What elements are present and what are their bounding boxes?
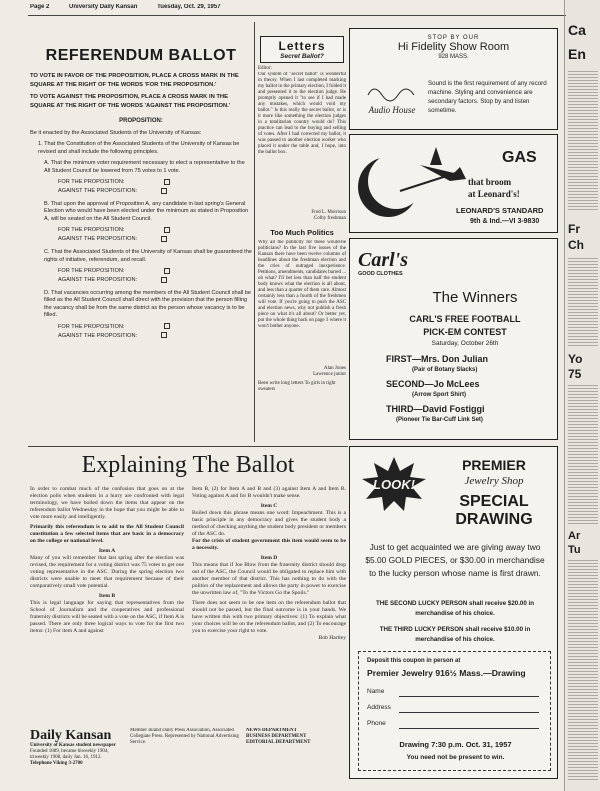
for-label-a: FOR THE PROPOSITION: — [58, 179, 125, 186]
explaining-byline: Bob Hartley — [318, 635, 346, 641]
carls-third: THIRD—David Fostiggi — [386, 404, 485, 414]
staff-news: NEWS DEPARTMENT — [246, 728, 297, 733]
for-checkbox-d[interactable] — [164, 323, 170, 329]
against-checkbox-b[interactable] — [161, 236, 167, 242]
coupon-draw-time: Drawing 7:30 p.m. Oct. 31, 1957 — [399, 740, 512, 749]
ballot-item-1: 1. That the Constitution of the Associated Students of the University of Kansas be revised and shall include the following principles. — [38, 141, 240, 155]
coupon-phone-field[interactable] — [399, 728, 539, 729]
premier-special: SPECIAL — [459, 493, 529, 510]
letters-body: Our system of "secret ballot" is wonderful in theory. When I last completed marking my ballot in the primary election, I folded it and presented it to the election judge. He promptly opened it "to see if I had made any mistakes, which would void my ballot." Is this really the secret ballot, or is it more like something the election judges in a totalitarian country would do? This practice can lead to the buying and selling of votes. After I had corrected my ballot, it was passed to another election worker who placed it under the table and, I hope, into the ballot box. — [258, 72, 346, 155]
for-label-d: FOR THE PROPOSITION: — [58, 323, 125, 330]
coupon — [358, 651, 551, 771]
ballot-item-b: B. That upon the approval of Proposition A, any candidate in last spring's General Election who would have been elected under the minimum as stated in Proposition A, will be seated on the All Student Council. — [44, 201, 249, 222]
item-c-heading: Item C — [260, 503, 278, 509]
carls-contest-2: PICK-EM CONTEST — [423, 327, 507, 337]
premier-name: PREMIER — [462, 457, 526, 473]
premier-drawing: DRAWING — [455, 511, 533, 528]
premier-shop: Jewelry Shop — [464, 475, 524, 487]
coupon-phone-label: Phone — [367, 720, 386, 727]
gas-brand: LEONARD'S STANDARD — [456, 206, 544, 215]
page-number: Page 2 — [30, 4, 50, 10]
politics-body: Why all the publicity for these would-be politicians? In the last five issues of the Kansan there have been twelve columns of headlines about the freshman election and the cries of outraged inexperience. Petitions, amendments, candidates barred ... oh what? I'll bet less than half the student body knows what the election is all about, and less than a quarter of them care. Almost certainly less than a fourth of the freshmen will vote. If you're going to push the ASC and election news, why not publish a fresh piece on what it's all about? Or better yet, put the whole thing back on page 3 where it won't bother anyone. — [258, 240, 346, 329]
item-d-heading: Item D — [260, 555, 278, 561]
column-rule-1 — [254, 22, 255, 442]
gas-line-2: at Leonard's! — [468, 189, 520, 199]
strip-word-7: Ar — [568, 530, 581, 542]
item-b-heading: Item B — [98, 593, 116, 599]
explaining-conclusion: There does not seem to be one item on the referendum ballot that should not be passed, but the final outcome is in your hands. We have written this with two primary objectives: (1) To explain what your choices will be on the referendum ballot, and (2) To encourage you to exercise your right to vote. — [192, 600, 346, 634]
explaining-title: Explaining The Ballot — [81, 452, 295, 478]
explaining-col2-start: Item B, (2) for Item A and B and (3) against Item A and Item B. Voting against A and for B wouldn't make sense. — [192, 486, 346, 499]
strip-word-3: Fr — [568, 222, 580, 236]
ballot-item-d: D. That vacancies occurring among the members of the All Student Council shall be filled as the All Student Council shall direct with the provision that the person filling the vacancy shall be from the same district as the person whose vacancy is to be filled. — [44, 290, 251, 319]
carls-second: SECOND—Jo McLees — [386, 379, 480, 389]
staff-editorial: EDITORIAL DEPARTMENT — [246, 740, 311, 745]
ballot-votes-d — [30, 323, 252, 341]
strip-word-6: 75 — [568, 367, 582, 381]
explaining-intro: In order to combat much of the confusion that goes on at the election polls when students in a hurry are confronted with legal terminology, we have boiled down the items that appear on the referendum ballot Wednesday in the hope that you might be able to vote more easily and intelligently. — [30, 486, 184, 520]
for-label-b: FOR THE PROPOSITION: — [58, 227, 125, 234]
masthead-member: Member Inland Daily Press Association, Associated Collegiate Press. Represented by National Advertising Service. — [130, 728, 239, 745]
carls-third-prize: (Pioneer Tie Bar-Cuff Link Set) — [396, 417, 483, 423]
masthead-left — [30, 728, 126, 776]
masthead-line-2: Founded 1889, became biweekly 1904, triweekly 1908, daily Jan. 16, 1912. — [30, 749, 109, 760]
gas-line-1: that broom — [468, 177, 512, 187]
strip-text-block-3 — [568, 384, 598, 524]
explaining-col-2 — [192, 486, 346, 725]
against-checkbox-d[interactable] — [161, 332, 167, 338]
letters-title: Letters — [278, 39, 326, 53]
for-checkbox-c[interactable] — [164, 268, 170, 274]
referendum-ballot — [30, 18, 252, 445]
carls-ad — [349, 238, 558, 440]
item-d-text: This means that if Joe Blow from the fraternity district should drop out of the ASC, the Council would be obligated to replace him with another member of that district. This has nothing to do with the politics of the replacement and allows the party in power to exercise the unwritten law of, "To the Victors Go the Spoils." — [192, 562, 346, 596]
ballot-instructions-for: TO VOTE IN FAVOR OF THE PROPOSITION, PLACE A CROSS MARK IN THE SQUARE AT THE RIGHT OF THE WORDS 'FOR THE PROPOSITION.' — [30, 73, 239, 88]
item-a-heading: Item A — [98, 548, 116, 554]
letters-subtitle: Secret Ballot? — [280, 53, 324, 60]
staff-business: BUSINESS DEPARTMENT — [246, 734, 307, 739]
hifi-logo-text: Audio House — [368, 105, 416, 115]
strip-word-2: En — [568, 46, 586, 62]
letters-signature-2: Colby freshman — [313, 216, 346, 221]
speaker-icon — [362, 73, 422, 123]
hifi-address: 928 MASS. — [438, 54, 469, 60]
carls-logo — [358, 249, 438, 283]
masthead-line-1: University of Kansas student newspaper — [30, 743, 116, 748]
ballot-instructions-against: TO VOTE AGAINST THE PROPOSITION, PLACE A CROSS MARK IN THE SQUARE AT THE RIGHT OF THE WORDS 'AGAINST THE PROPOSITION.' — [30, 94, 231, 109]
ballot-votes-a — [30, 178, 252, 196]
for-checkbox-b[interactable] — [164, 227, 170, 233]
carls-first-prize: (Pair of Botany Slacks) — [412, 367, 478, 373]
item-a-text: Many of you will remember that last spring after the election was revised, the requirement for a voting district was 75 votes to get one voting representative in the ASC. During the spring election two districts were unable to meet that requirement because of their comparatively small vote potential. — [30, 555, 184, 589]
hifi-logo — [362, 73, 422, 123]
strip-word-5: Yo — [568, 352, 583, 366]
ballot-votes-b — [30, 226, 252, 244]
strip-text-block-1 — [568, 70, 598, 210]
against-label-b: AGAINST THE PROPOSITION: — [58, 236, 138, 243]
masthead — [30, 728, 346, 776]
politics-signature: Alan Jones — [323, 366, 346, 371]
hifi-body: Sound is the first requirement of any record machine. Styling and convenience are secondary factors. Stop by and listen sometime. — [428, 80, 547, 114]
for-label-c: FOR THE PROPOSITION: — [58, 268, 125, 275]
strip-word-4: Ch — [568, 238, 584, 252]
adjacent-page-strip — [566, 0, 600, 791]
against-checkbox-c[interactable] — [161, 277, 167, 283]
look-text: LOOK! — [373, 477, 415, 492]
premier-third: THE THIRD LUCKY PERSON shall receive $10.00 in merchandise of his choice. — [379, 626, 531, 643]
politics-title: Too Much Politics — [270, 228, 334, 237]
masthead-staff — [246, 728, 346, 776]
letters-footer: Been write long letters To girls in tight sweaters — [258, 381, 336, 392]
carls-logo-text: Carl's — [358, 249, 409, 271]
carls-winners: The Winners — [432, 289, 518, 306]
premier-offer: Just to get acquainted we are giving away two $5.00 GOLD PIECES, or $30.00 in merchandise to the lucky person whose name is first drawn. — [365, 542, 545, 578]
masthead-line-3: Telephone Viking 3-2700 — [30, 761, 83, 766]
strip-word-1: Ca — [568, 22, 586, 38]
for-checkbox-a[interactable] — [164, 179, 170, 185]
coupon-present: You need not be present to win. — [406, 754, 505, 761]
item-c-bold: For the crisis of student government this item would seem to be a necessity. — [192, 538, 346, 551]
ballot-item-c: C. That the Associated Students of the University of Kansas shall be guaranteed the rights of initiative, referendum, and recall. — [44, 249, 252, 263]
item-c-text: Boiled down this phrase means one word: Impeachment. This is a basic principle in any democracy and gives the student body a method of checking anything the student body president or members of the ASC do. — [192, 510, 346, 537]
strip-word-8: Tu — [568, 544, 581, 556]
masthead-name: Daily Kansan — [30, 728, 112, 743]
against-label-a: AGAINST THE PROPOSITION: — [58, 188, 138, 195]
coupon-address-field[interactable] — [399, 712, 539, 713]
letters-salutation: Editor: — [258, 66, 272, 71]
coupon-address-label: Address — [367, 704, 391, 711]
carls-second-prize: (Arrow Sport Shirt) — [412, 392, 466, 398]
carls-logo-sub: GOOD CLOTHES — [358, 271, 403, 277]
section-rule — [28, 446, 348, 447]
premier-second: THE SECOND LUCKY PERSON shall receive $20.00 in merchandise of his choice. — [375, 600, 535, 617]
hifi-ad — [349, 28, 558, 130]
coupon-name-field[interactable] — [399, 696, 539, 697]
header-rule — [28, 15, 572, 16]
explaining-ballot-article — [30, 450, 346, 725]
ballot-title: REFERENDUM BALLOT — [45, 47, 237, 64]
explaining-col-1 — [30, 486, 184, 725]
against-label-c: AGAINST THE PROPOSITION: — [58, 277, 138, 284]
ballot-resolved: Be it enacted by the Associated Students of the University of Kansas: — [30, 130, 202, 136]
carls-first: FIRST—Mrs. Don Julian — [386, 354, 489, 364]
carls-contest-1: CARL'S FREE FOOTBALL — [409, 314, 521, 324]
premier-ad — [349, 446, 558, 779]
explaining-intro-bold: Primarily this referendum is to add to the All Student Council constitution a few selected items that are basic in a democracy on the college or national level. — [30, 524, 184, 544]
proposition-heading: PROPOSITION: — [119, 118, 163, 124]
page-edge-rule — [564, 0, 565, 791]
carls-date: Saturday, October 26th — [431, 340, 499, 347]
letters-signature: Fred L. Morrison — [311, 210, 346, 215]
against-label-d: AGAINST THE PROPOSITION: — [58, 332, 138, 339]
issue-date: Tuesday, Oct. 29, 1957 — [157, 4, 221, 10]
coupon-heading: Deposit this coupon in person at — [367, 658, 461, 664]
coupon-name-label: Name — [367, 688, 385, 695]
hifi-title: Hi Fidelity Show Room — [397, 41, 510, 53]
item-b-text: This is legal language for saying that representatives from the School of Journalism and the cooperatives and professional fraternity districts will be seated with a vote on the ASC, if Item A is passed. There are only three logical ways to vote for the first two items: (1) For item A and against — [30, 600, 184, 634]
paper-name: University Daily Kansan — [69, 4, 138, 10]
against-checkbox-a[interactable] — [161, 188, 167, 194]
ballot-item-a: A. That the minimum voter requirement necessary to elect a representative to the All Student Council be lowered from 75 votes to 1 vote. — [44, 160, 245, 174]
strip-text-block-4 — [568, 560, 598, 780]
strip-text-block-2 — [568, 256, 598, 346]
letters-banner — [260, 36, 344, 63]
hifi-stop: STOP BY OUR — [427, 35, 480, 41]
gas-ad — [349, 134, 558, 233]
starburst-icon — [360, 455, 428, 513]
witch-on-broom-icon — [350, 135, 470, 233]
gas-address: 9th & Ind.—VI 3-9830 — [470, 218, 540, 225]
politics-signature-2: Lawrence junior — [313, 372, 346, 377]
letters-column — [258, 22, 346, 444]
coupon-store: Premier Jewelry 916½ Mass.—Drawing — [367, 668, 526, 678]
gas-title: GAS — [502, 149, 537, 166]
ballot-votes-c — [30, 267, 252, 285]
